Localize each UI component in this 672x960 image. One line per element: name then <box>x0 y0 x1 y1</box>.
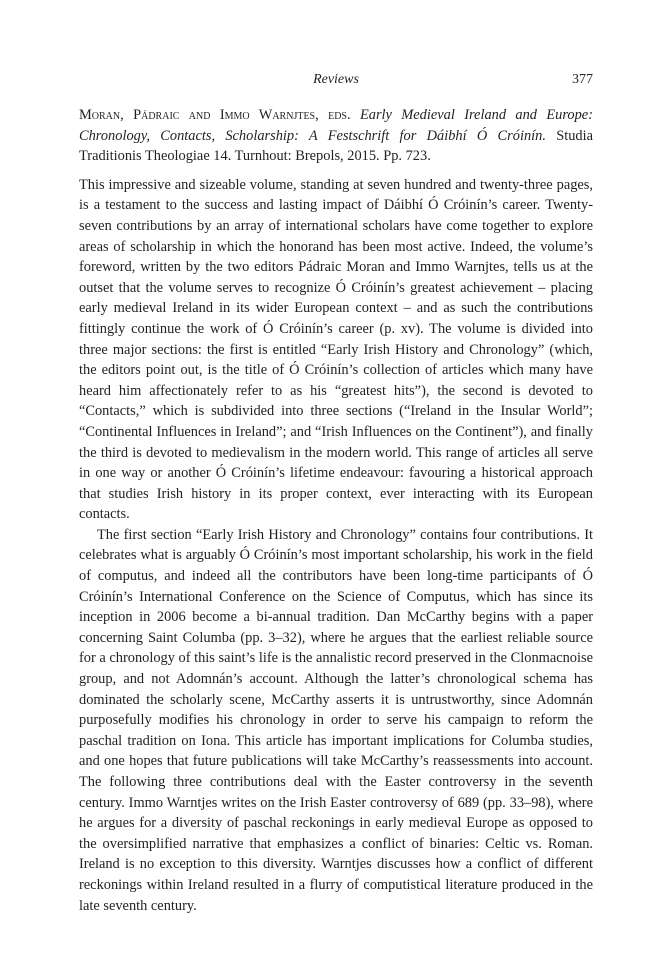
page-header <box>79 70 593 92</box>
body-paragraph-2: The first section “Early Irish History and Chronology” contains four contributions. It celebrates what is arguably Ó Cróinín’s most important scholarship, his work in the field of computus, and indeed all the contributors have been long-time participants of Ó Cróinín’s International Conference on the Science of Computus, which has since its inception in 2006 become a bi-annual tradition. Dan McCarthy begins with a paper concerning Saint Columba (pp. 3–32), where he argues that the earliest reliable source for a chronology of this saint’s life is the annalistic record preserved in the Clonmacnoise group, and not Adomnán’s account. Although the latter’s chronological schema has dominated the scholarly scene, McCarthy asserts it is untrustworthy, since Adomnán purposefully modifies his chronology in order to serve his campaign to reform the paschal tradition on Iona. This article has important implications for Columba studies, and one hopes that future publications will take McCarthy’s reassessments into account. The following three contributions deal with the Easter controversy in the seventh century. Immo Warntjes writes on the Irish Easter controversy of 689 (pp. 33–98), where he argues for a diversity of paschal reckonings in early medieval Europe as opposed to the oversimplified narrative that emphasizes a conflict of binaries: Celtic vs. Roman. Ireland is no exception to this diversity. Warntjes discusses how a conflict of different reckonings within Ireland resulted in a flurry of computistical literature produced in the late seventh century. <box>79 526 593 914</box>
citation-series: Studia Traditionis Theologiae 14. Turnhout: Brepols, 2015. Pp. 723. <box>79 127 593 165</box>
citation-title: Early Medieval Ireland and Europe: Chronology, Contacts, Scholarship: A Festschrift for Dáibhí Ó Cróinín. <box>79 107 593 144</box>
book-citation <box>79 105 593 167</box>
citation-editors: Moran, Pádraic and Immo Warnjtes, eds. <box>79 107 351 123</box>
running-head: Reviews <box>313 72 359 87</box>
page-number: 377 <box>572 72 593 87</box>
body-paragraph-1: This impressive and sizeable volume, standing at seven hundred and twenty-three pages, is a testament to the success and lasting impact of Dáibhí Ó Cróinín’s career. Twenty-seven contributions by an array of international scholars have come together to explore areas of scholarship in which the honorand has been most active. Indeed, the volume’s foreword, written by the two editors Pádraic Moran and Immo Warnjtes, tells us at the outset that the volume serves to recognize Ó Cróinín’s greatest achievement – placing early medieval Ireland in its wider European context – and as such the contributions fittingly continue the work of Ó Cróinín’s career (p. xv). The volume is divided into three major sections: the first is entitled “Early Irish History and Chronology” (which, the editors point out, is the title of Ó Cróinín’s collection of articles which many have heard him affectionately refer to as his “greatest hits”), the second is devoted to “Contacts,” which is subdivided into three sections (“Ireland in the Insular World”; “Continental Influences in Ireland”; and “Irish Influences on the Continent”), and finally the third is devoted to medievalism in the modern world. This range of articles all serve in one way or another Ó Cróinín’s lifetime endeavour: favouring a historical approach that studies Irish history in its proper context, ever interacting with its European contacts. <box>79 176 593 523</box>
review-page <box>79 70 593 916</box>
